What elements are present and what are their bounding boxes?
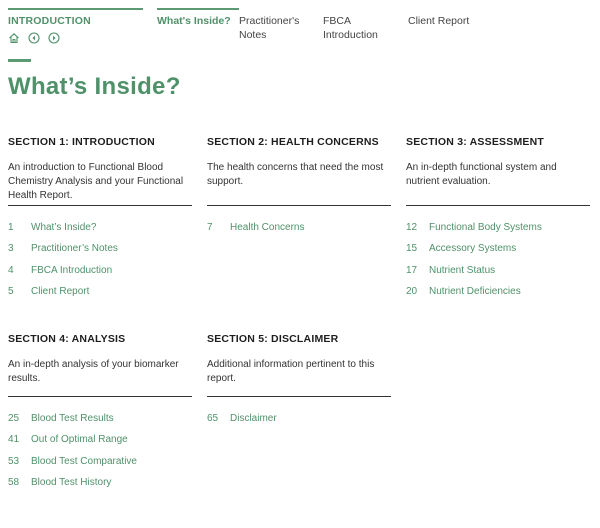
toc-item[interactable]	[406, 285, 590, 306]
toc-link[interactable]: Disclaimer	[230, 413, 277, 424]
toc-page-number: 17	[406, 264, 418, 276]
toc-link[interactable]: Blood Test Comparative	[31, 455, 137, 467]
section-analysis	[8, 333, 192, 497]
tab-practitioners-notes[interactable]: Practitioner's Notes	[239, 15, 300, 41]
brand-rule	[8, 8, 143, 10]
section-assessment	[406, 136, 590, 306]
toc-link[interactable]: What’s Inside?	[31, 222, 97, 233]
tab-whats-inside[interactable]: What's Inside?	[157, 8, 239, 42]
section-disclaimer	[207, 333, 391, 433]
toc-item[interactable]	[406, 221, 590, 242]
toc-item[interactable]	[207, 412, 391, 433]
section-heading: SECTION 2: HEALTH CONCERNS	[207, 136, 379, 148]
title-accent-rule	[8, 59, 31, 62]
toc-item[interactable]	[8, 264, 192, 285]
toc-link[interactable]: Nutrient Deficiencies	[429, 285, 521, 297]
section-divider	[406, 205, 590, 206]
toc-item[interactable]	[8, 285, 192, 306]
toc-item[interactable]	[8, 412, 192, 433]
toc-link[interactable]: Nutrient Status	[429, 264, 496, 276]
toc-page-number: 5	[8, 285, 14, 297]
section-divider	[207, 205, 391, 206]
nav-icons	[8, 32, 143, 44]
toc-page-number: 4	[8, 264, 14, 276]
toc-item[interactable]	[8, 476, 192, 497]
toc-item[interactable]	[8, 242, 192, 263]
toc-link[interactable]: Functional Body Systems	[429, 222, 542, 233]
toc-link[interactable]: Practitioner’s Notes	[31, 243, 118, 255]
section-heading: SECTION 5: DISCLAIMER	[207, 333, 339, 345]
section-description: An in-depth analysis of your biomarker results.	[8, 359, 179, 384]
toc-page-number: 58	[8, 476, 20, 488]
previous-icon[interactable]	[28, 32, 40, 44]
page-title: What’s Inside?	[8, 73, 181, 100]
top-navigation	[8, 8, 592, 58]
section-heading: SECTION 3: ASSESSMENT	[406, 136, 544, 148]
section-description: The health concerns that need the most support.	[207, 162, 384, 187]
toc-link[interactable]: Client Report	[31, 285, 90, 297]
toc-page-number: 12	[406, 222, 418, 233]
toc-list	[207, 221, 391, 242]
toc-item[interactable]	[8, 455, 192, 476]
brand-title: INTRODUCTION	[8, 15, 91, 27]
toc-link[interactable]: Health Concerns	[230, 222, 305, 233]
toc-list	[406, 221, 590, 306]
toc-item[interactable]	[8, 433, 192, 454]
tab-client-report[interactable]: Client Report	[408, 15, 470, 27]
toc-page-number: 65	[207, 413, 219, 424]
tab-fbca-introduction[interactable]: FBCA Introduction	[323, 15, 378, 41]
toc-page-number: 20	[406, 285, 418, 297]
section-divider	[8, 396, 192, 397]
toc-link[interactable]: Accessory Systems	[429, 243, 517, 255]
section-heading: SECTION 4: ANALYSIS	[8, 333, 126, 345]
toc-link[interactable]: Blood Test Results	[31, 413, 114, 424]
home-icon[interactable]	[8, 32, 20, 44]
section-description: Additional information pertinent to this report.	[207, 359, 375, 384]
section-divider	[207, 396, 391, 397]
toc-page-number: 3	[8, 243, 14, 255]
toc-list	[8, 412, 192, 497]
toc-page-number: 41	[8, 434, 20, 446]
toc-page-number: 7	[207, 222, 213, 233]
section-heading: SECTION 1: INTRODUCTION	[8, 136, 155, 148]
toc-link[interactable]: FBCA Introduction	[31, 264, 113, 276]
toc-page-number: 53	[8, 455, 20, 467]
toc-list	[207, 412, 391, 433]
toc-page-number: 25	[8, 413, 20, 424]
section-description: An introduction to Functional Blood Chemistry Analysis and your Functional Health Report.	[8, 162, 184, 201]
toc-page-number: 1	[8, 222, 14, 233]
toc-page-number: 15	[406, 243, 418, 255]
toc-item[interactable]	[8, 221, 192, 242]
section-tabs	[157, 8, 498, 42]
toc-link[interactable]: Blood Test History	[31, 476, 112, 488]
toc-list	[8, 221, 192, 306]
section-introduction	[8, 136, 192, 306]
section-description: An in-depth functional system and nutrient evaluation.	[406, 162, 557, 187]
brand-block	[8, 8, 143, 44]
toc-link[interactable]: Out of Optimal Range	[31, 434, 128, 446]
section-health-concerns	[207, 136, 391, 242]
toc-item[interactable]	[406, 242, 590, 263]
toc-item[interactable]	[207, 221, 391, 242]
toc-item[interactable]	[406, 264, 590, 285]
next-icon[interactable]	[48, 32, 60, 44]
section-divider	[8, 205, 192, 206]
